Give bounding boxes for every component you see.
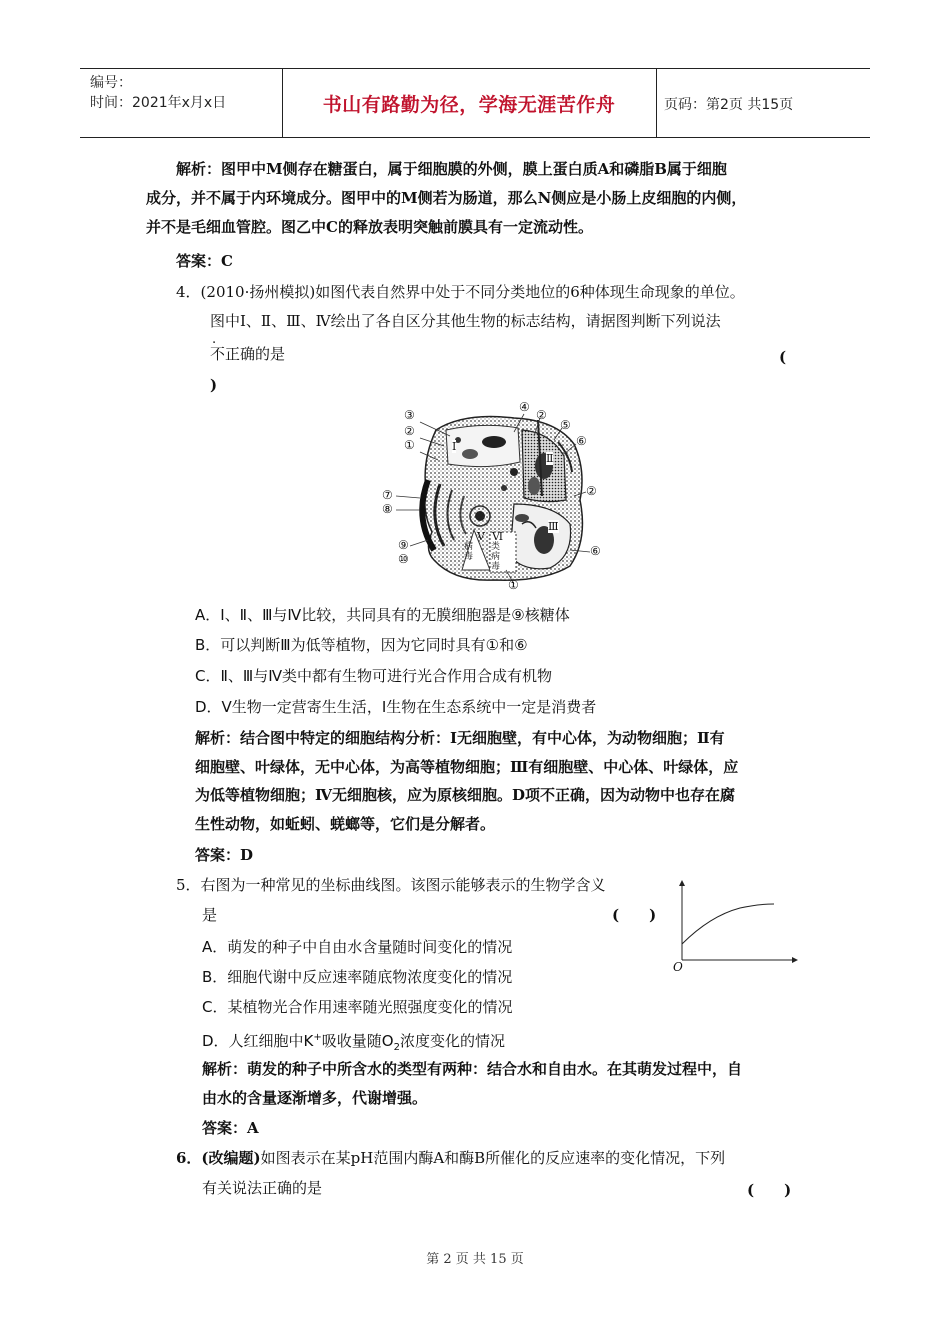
q5-option-d-post: 浓度变化的情况	[399, 1032, 505, 1050]
fig-label-8: ⑧	[382, 502, 393, 516]
q6-stem-text: 如图表示在某pH范围内酶A和酶B所催化的反应速率的变化情况，下列	[260, 1149, 726, 1167]
q6-stem-line-1	[176, 1147, 725, 1169]
q4-stem-line-3: 不正确的是	[210, 345, 286, 363]
header-time-label: 时间：2021年x月x日	[90, 95, 227, 111]
fig-label-2b: ②	[536, 408, 547, 422]
q4-stem-line-1: 4．(2010·扬州模拟)如图代表自然界中处于不同分类地位的6种体现生命现象的单位。	[176, 283, 745, 301]
fig-viroid-label: 类病毒	[491, 542, 501, 572]
fig-label-1a: ①	[404, 438, 415, 452]
y-axis-arrow	[679, 880, 685, 886]
q4-analysis-line-3: 为低等植物细胞；Ⅳ无细胞核，应为原核细胞。D项不正确，因为动物中也存在腐	[195, 786, 736, 804]
q4-analysis-line-2: 细胞壁、叶绿体，无中心体，为高等植物细胞；Ⅲ有细胞壁、中心体、叶绿体，应	[195, 758, 739, 776]
fig-roman-6: Ⅵ	[492, 530, 504, 543]
q4-option-b: B．可以判断Ⅲ为低等植物，因为它同时具有①和⑥	[195, 636, 528, 654]
q5-stem-line-1: 5．右图为一种常见的坐标曲线图。该图示能够表示的生物学含义	[176, 876, 606, 894]
fig-label-2a: ②	[404, 424, 415, 438]
fig-label-6a: ⑥	[576, 434, 587, 448]
q6-stem-line-2: 有关说法正确的是	[202, 1179, 323, 1197]
fig-roman-1: Ⅰ	[452, 440, 457, 453]
q5-analysis-line-2: 由水的含量逐渐增多，代谢增强。	[202, 1089, 428, 1107]
q5-stem-line-2: 是	[202, 906, 218, 924]
header-divider-right	[656, 69, 657, 137]
header-motto: 书山有路勤为径，学海无涯苦作舟	[322, 94, 616, 116]
q4-option-a: A．Ⅰ、Ⅱ、Ⅲ与Ⅳ比较，共同具有的无膜细胞器是⑨核糖体	[195, 606, 570, 624]
emphasis-dot: .	[212, 332, 217, 347]
q4-paren-close: )	[210, 376, 218, 394]
header-page-info: 页码：第2页 共15页	[664, 97, 794, 113]
q5-origin-label: O	[673, 960, 683, 974]
q3-answer: 答案：C	[176, 252, 233, 270]
fig-label-9: ⑨	[398, 538, 409, 552]
q4-option-d: D．Ⅴ生物一定营寄生生活，Ⅰ生物在生态系统中一定是消费者	[195, 698, 597, 716]
q4-option-c: C．Ⅱ、Ⅲ与Ⅳ类中都有生物可进行光合作用合成有机物	[195, 667, 553, 685]
saturation-curve	[682, 904, 774, 944]
q6-paren: ( )	[747, 1181, 792, 1199]
q4-answer: 答案：D	[195, 846, 254, 864]
x-axis-arrow	[792, 957, 798, 963]
header-divider-left	[282, 69, 283, 137]
q4-stem-line-2: 图中Ⅰ、Ⅱ、Ⅲ、Ⅳ绘出了各自区分其他生物的标志结构，请据图判断下列说法	[210, 312, 721, 330]
q5-option-a: A．萌发的种子中自由水含量随时间变化的情况	[202, 938, 513, 956]
fig-roman-3: Ⅲ	[548, 520, 559, 533]
q5-analysis-line-1: 解析：萌发的种子中所含水的类型有两种：结合水和自由水。在其萌发过程中，自	[202, 1060, 743, 1078]
q5-option-d-sub: 2	[393, 1042, 400, 1053]
q5-option-d-sup: +	[313, 1032, 322, 1043]
q6-stem-number: 6．(改编题)	[176, 1149, 261, 1167]
fig-label-2c: ②	[586, 484, 597, 498]
fig-label-1b: ①	[508, 578, 519, 592]
page-footer: 第 2 页 共 15 页	[426, 1252, 524, 1267]
fig-label-4: ④	[519, 400, 530, 414]
fig-label-6b: ⑥	[590, 544, 601, 558]
q5-option-c: C．某植物光合作用速率随光照强度变化的情况	[202, 998, 513, 1016]
q3-analysis-line-3: 并不是毛细血管腔。图乙中C的释放表明突触前膜具有一定流动性。	[146, 218, 593, 236]
q5-option-d-pre: D．人红细胞中K	[202, 1032, 314, 1050]
q5-option-d	[202, 1027, 505, 1059]
fig-virus-label: 病毒	[464, 542, 474, 562]
q5-paren: ( )	[612, 906, 657, 924]
q5-answer: 答案：A	[202, 1119, 259, 1137]
q3-analysis-line-2: 成分，并不属于内环境成分。图甲中的M侧若为肠道，那么N侧应是小肠上皮细胞的内侧，	[146, 189, 747, 207]
q5-option-d-mid: 吸收量随O	[321, 1032, 394, 1050]
q5-curve-graph	[670, 878, 800, 970]
fig-label-3: ③	[404, 408, 415, 422]
q4-analysis-line-1: 解析：结合图中特定的细胞结构分析：Ⅰ无细胞壁，有中心体，为动物细胞；Ⅱ有	[195, 729, 725, 747]
fig-label-10: ⑩	[398, 552, 409, 566]
fig-roman-5: Ⅴ	[477, 530, 485, 543]
fig-roman-2: Ⅱ	[546, 452, 554, 465]
q4-analysis-line-4: 生性动物，如蚯蚓、蜣螂等，它们是分解者。	[195, 815, 496, 833]
fig-label-7: ⑦	[382, 488, 393, 502]
fig-label-5: ⑤	[560, 418, 571, 432]
q3-analysis-line-1: 解析：图甲中M侧存在糖蛋白，属于细胞膜的外侧，膜上蛋白质A和磷脂B属于细胞	[176, 160, 727, 178]
header-code-label: 编号：	[90, 75, 132, 91]
q5-option-b: B．细胞代谢中反应速率随底物浓度变化的情况	[202, 968, 513, 986]
q4-paren-open: (	[779, 348, 787, 366]
